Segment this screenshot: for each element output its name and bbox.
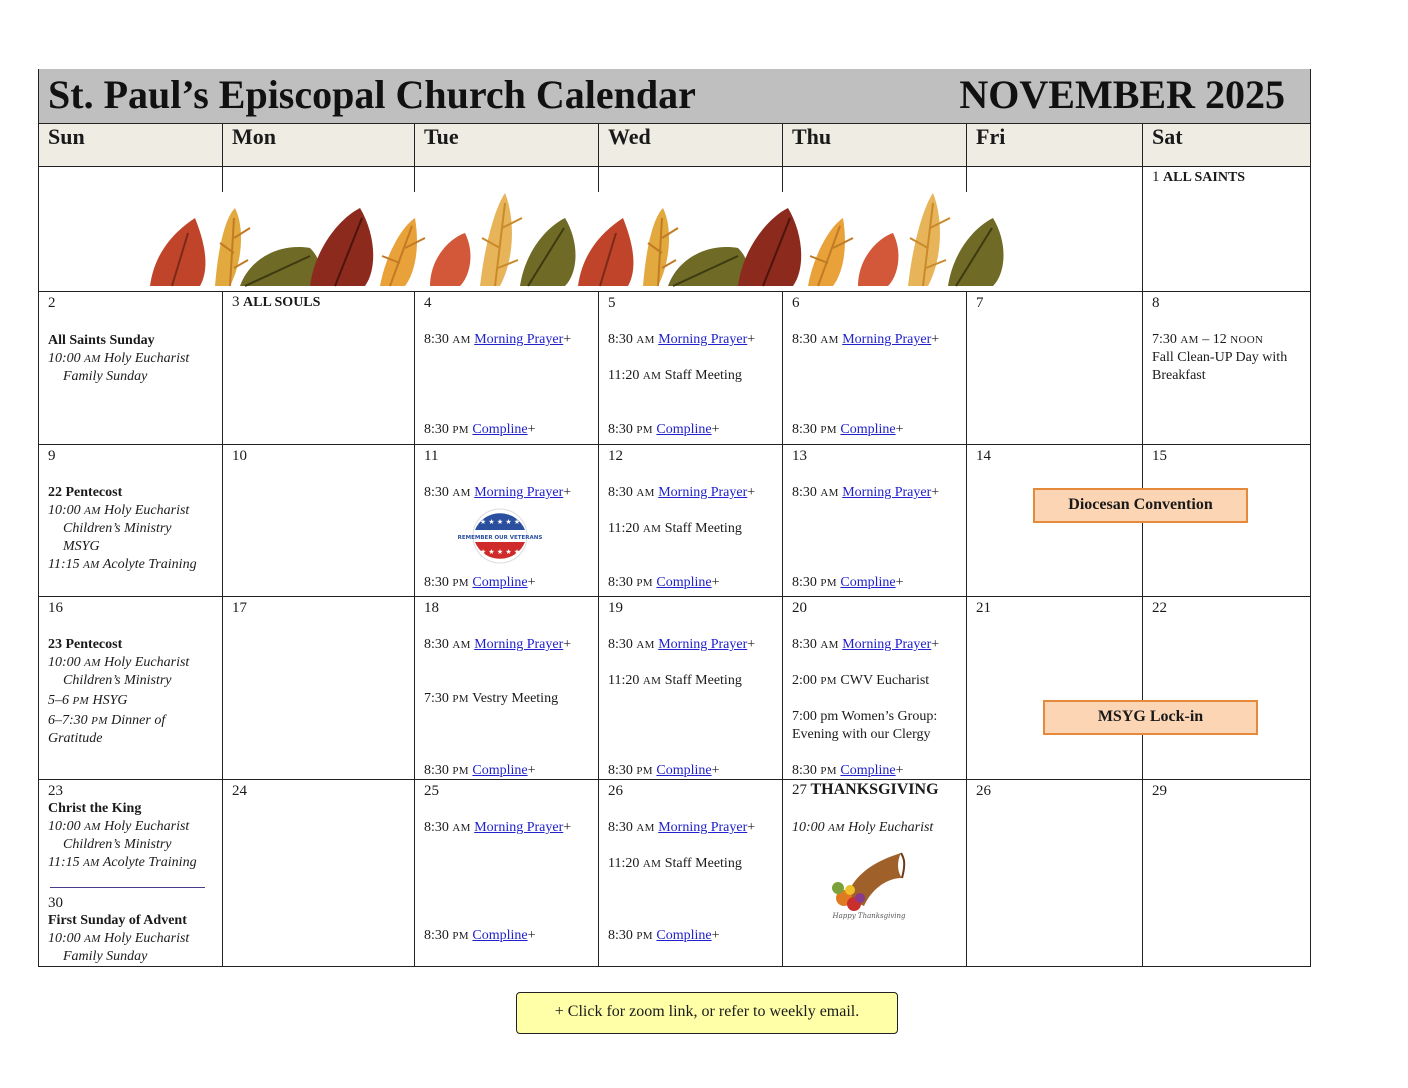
day-5-staff-meeting: 11:20 AM Staff Meeting [608, 368, 742, 383]
day-21-number: 21 [976, 600, 991, 616]
day-3: 3 ALL SOULS [232, 294, 321, 310]
morning-prayer-link[interactable]: Morning Prayer [658, 637, 748, 652]
morning-prayer-link[interactable]: Morning Prayer [658, 820, 748, 835]
day-23-events: 23 Christ the King 10:00 AM Holy Eucharist Children’s Ministry 11:15 AM Acolyte Training [48, 783, 197, 870]
church-title: St. Paul’s Episcopal Church Calendar [48, 72, 696, 117]
day-29-number: 29 [1152, 783, 1167, 799]
compline-link[interactable]: Compline [472, 928, 528, 943]
day-20-morning-prayer: 8:30 AM Morning Prayer+ [792, 637, 940, 652]
day-20-number: 20 [792, 600, 807, 616]
day-12-number: 12 [608, 448, 623, 464]
day-6-number: 6 [792, 295, 800, 311]
compline-link[interactable]: Compline [472, 422, 528, 437]
svg-text:★ ★ ★ ★ ★: ★ ★ ★ ★ ★ [479, 518, 521, 526]
day-25-compline: 8:30 PM Compline+ [424, 928, 536, 943]
day-26-morning-prayer: 8:30 AM Morning Prayer+ [608, 820, 756, 835]
morning-prayer-link[interactable]: Morning Prayer [658, 485, 748, 500]
day-4-morning-prayer: 8:30 AM Morning Prayer+ [424, 332, 572, 347]
day-19-number: 19 [608, 600, 623, 616]
day-4-number: 4 [424, 295, 432, 311]
weekday-wed: Wed [608, 124, 651, 149]
day-8-events: 7:30 AM – 12 NOON Fall Clean-UP Day with Breakfast [1152, 332, 1288, 383]
day-26-staff-meeting: 11:20 AM Staff Meeting [608, 856, 742, 871]
day-18-number: 18 [424, 600, 439, 616]
day-13-number: 13 [792, 448, 807, 464]
zoom-link-note: + Click for zoom link, or refer to weekly email. [516, 992, 898, 1034]
calendar-header [38, 69, 1311, 123]
day-25-number: 25 [424, 783, 439, 799]
msyg-lockin-event: MSYG Lock-in [1043, 700, 1258, 735]
day-27-holy-eucharist: 10:00 AM Holy Eucharist [792, 820, 934, 835]
morning-prayer-link[interactable]: Morning Prayer [474, 485, 564, 500]
autumn-leaves-banner [150, 188, 1006, 286]
day-4-compline: 8:30 PM Compline+ [424, 422, 536, 437]
day-20-compline: 8:30 PM Compline+ [792, 763, 904, 778]
day-26-compline: 8:30 PM Compline+ [608, 928, 720, 943]
compline-link[interactable]: Compline [656, 575, 712, 590]
day-divider [50, 887, 205, 888]
weekday-header-row [38, 123, 1311, 166]
day-11-number: 11 [424, 448, 439, 464]
day-22-number: 22 [1152, 600, 1167, 616]
weekday-mon: Mon [232, 124, 276, 149]
compline-link[interactable]: Compline [472, 763, 528, 778]
compline-link[interactable]: Compline [840, 575, 896, 590]
compline-link[interactable]: Compline [656, 928, 712, 943]
day-18-vestry-meeting: 7:30 PM Vestry Meeting [424, 691, 559, 706]
day-30-events: 30 First Sunday of Advent 10:00 AM Holy Eucharist Family Sunday [48, 895, 190, 964]
day-14-number: 14 [976, 448, 991, 464]
day-5-morning-prayer: 8:30 AM Morning Prayer+ [608, 332, 756, 347]
day-19-compline: 8:30 PM Compline+ [608, 763, 720, 778]
diocesan-convention-event: Diocesan Convention [1033, 488, 1248, 523]
day-5-number: 5 [608, 295, 616, 311]
day-19-staff-meeting: 11:20 AM Staff Meeting [608, 673, 742, 688]
day-13-compline: 8:30 PM Compline+ [792, 575, 904, 590]
day-6-compline: 8:30 PM Compline+ [792, 422, 904, 437]
day-17-number: 17 [232, 600, 247, 616]
day-7-number: 7 [976, 295, 984, 311]
day-2-number: 2 [48, 295, 56, 311]
day-1: 1 ALL SAINTS [1152, 169, 1246, 185]
day-9-number: 9 [48, 448, 56, 464]
day-16-events: 23 Pentecost 10:00 AM Holy Eucharist Children’s Ministry 5–6 PM HSYG 6–7:30 PM Dinner of Gratitude [48, 637, 190, 746]
day-20-womens-group: 7:00 pm Women’s Group: Evening with our Clergy [792, 709, 938, 742]
month-title: NOVEMBER 2025 [959, 72, 1285, 117]
day-8-number: 8 [1152, 295, 1160, 311]
day-12-morning-prayer: 8:30 AM Morning Prayer+ [608, 485, 756, 500]
compline-link[interactable]: Compline [656, 422, 712, 437]
day-18-morning-prayer: 8:30 AM Morning Prayer+ [424, 637, 572, 652]
day-5-compline: 8:30 PM Compline+ [608, 422, 720, 437]
day-11-compline: 8:30 PM Compline+ [424, 575, 536, 590]
compline-link[interactable]: Compline [840, 422, 896, 437]
cornucopia-icon [826, 848, 912, 924]
day-2-events: All Saints Sunday 10:00 AM Holy Eucharist Family Sunday [48, 333, 190, 384]
morning-prayer-link[interactable]: Morning Prayer [842, 485, 932, 500]
weekday-sun: Sun [48, 124, 85, 149]
day-20-cwv-eucharist: 2:00 PM CWV Eucharist [792, 673, 930, 688]
day-19-morning-prayer: 8:30 AM Morning Prayer+ [608, 637, 756, 652]
day-13-morning-prayer: 8:30 AM Morning Prayer+ [792, 485, 940, 500]
morning-prayer-link[interactable]: Morning Prayer [658, 332, 748, 347]
weekday-tue: Tue [424, 124, 459, 149]
morning-prayer-link[interactable]: Morning Prayer [474, 637, 564, 652]
compline-link[interactable]: Compline [656, 763, 712, 778]
svg-text:★ ★ ★ ★ ★: ★ ★ ★ ★ ★ [479, 548, 521, 556]
svg-text:Happy Thanksgiving: Happy Thanksgiving [832, 912, 906, 920]
day-9-events: 22 Pentecost 10:00 AM Holy Eucharist Children’s Ministry MSYG 11:15 AM Acolyte Training [48, 485, 197, 572]
day-18-compline: 8:30 PM Compline+ [424, 763, 536, 778]
veterans-badge-icon [457, 508, 543, 564]
day-11-morning-prayer: 8:30 AM Morning Prayer+ [424, 485, 572, 500]
day-24-number: 24 [232, 783, 247, 799]
weekday-sat: Sat [1152, 124, 1183, 149]
weekday-thu: Thu [792, 124, 832, 149]
day-10-number: 10 [232, 448, 247, 464]
morning-prayer-link[interactable]: Morning Prayer [474, 332, 564, 347]
day-27: 27 THANKSGIVING [792, 781, 939, 798]
day-6-morning-prayer: 8:30 AM Morning Prayer+ [792, 332, 940, 347]
day-26-number: 26 [608, 783, 623, 799]
morning-prayer-link[interactable]: Morning Prayer [842, 332, 932, 347]
day-15-number: 15 [1152, 448, 1167, 464]
day-12-staff-meeting: 11:20 AM Staff Meeting [608, 521, 742, 536]
compline-link[interactable]: Compline [840, 763, 896, 778]
day-16-number: 16 [48, 600, 63, 616]
day-12-compline: 8:30 PM Compline+ [608, 575, 720, 590]
svg-text:REMEMBER OUR VETERANS: REMEMBER OUR VETERANS [457, 535, 543, 541]
compline-link[interactable]: Compline [472, 575, 528, 590]
day-25-morning-prayer: 8:30 AM Morning Prayer+ [424, 820, 572, 835]
weekday-fri: Fri [976, 124, 1006, 149]
day-28-number: 26 [976, 783, 991, 799]
morning-prayer-link[interactable]: Morning Prayer [474, 820, 564, 835]
morning-prayer-link[interactable]: Morning Prayer [842, 637, 932, 652]
